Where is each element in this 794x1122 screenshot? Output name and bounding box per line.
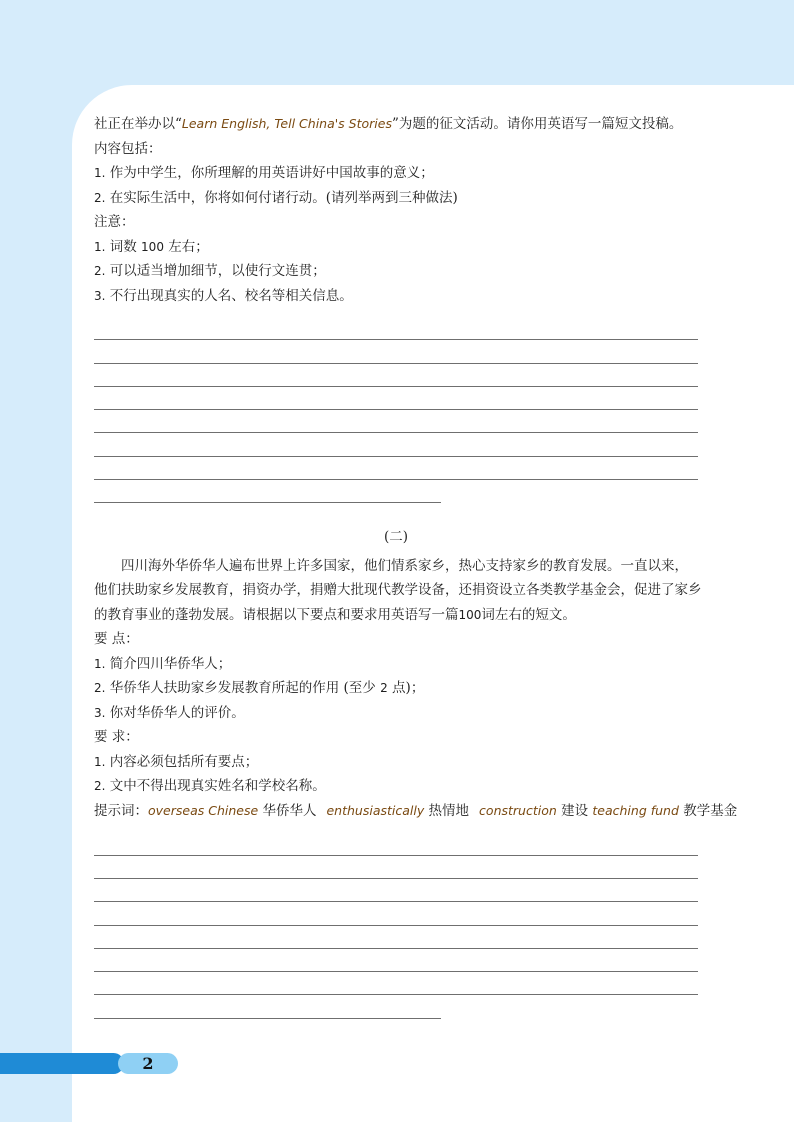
note-item-2	[94, 259, 698, 284]
content-item-1	[94, 161, 698, 186]
item-number: 1.	[94, 239, 106, 254]
hint-english: overseas Chinese	[148, 802, 259, 818]
contents-label: 内容包括：	[94, 140, 162, 157]
writing-line[interactable]	[94, 995, 441, 1018]
para-line-1: 四川海外华侨华人遍布世界上许多国家，他们情系家乡，热心支持家乡的教育发展。一直以来，	[121, 557, 688, 574]
req-item-2	[94, 774, 698, 799]
writing-lines-2[interactable]	[94, 832, 698, 1018]
item-number: 2.	[94, 190, 106, 205]
hint-chinese: 建设	[561, 802, 589, 819]
intro-english-title: Learn English, Tell China's Stories	[181, 116, 392, 131]
point-item-1	[94, 652, 698, 677]
hint-english: teaching fund	[592, 802, 679, 818]
word-count: 100	[458, 607, 482, 622]
writing-line[interactable]	[94, 902, 698, 925]
hint-english: construction	[479, 802, 557, 818]
item-text: 你对华侨华人的评价。	[109, 704, 245, 721]
notes-label: 注意：	[94, 214, 135, 230]
writing-lines-1[interactable]	[94, 317, 698, 503]
writing-line[interactable]	[94, 879, 698, 902]
writing-line[interactable]	[94, 387, 698, 410]
item-text: 内容必须包括所有要点；	[109, 753, 259, 770]
req-item-1	[94, 750, 698, 775]
para-text-post: 词左右的短文。	[481, 606, 576, 623]
item-text-post: 点)；	[392, 680, 425, 697]
footer-accent-bar	[0, 1053, 124, 1074]
writing-line[interactable]	[94, 433, 698, 456]
content-item-2	[94, 186, 698, 211]
hint-chinese: 华侨华人	[262, 802, 317, 819]
writing-line[interactable]	[94, 972, 698, 995]
page-number: 2	[142, 1054, 154, 1073]
hint-chinese: 热情地	[428, 802, 470, 819]
requirements-label: 要 求：	[94, 729, 139, 746]
para-line-2: 他们扶助家乡发展教育，捐资办学，捐赠大批现代教学设备，还捐资设立各类教学基金会，促进了家乡	[94, 582, 702, 599]
writing-line[interactable]	[94, 364, 698, 387]
item-text: 华侨华人扶助家乡发展教育所起的作用 (至少	[109, 680, 376, 697]
hint-words	[94, 799, 738, 824]
points-label: 要 点：	[94, 631, 139, 648]
item-text: 词数	[109, 238, 137, 255]
writing-line[interactable]	[94, 410, 698, 433]
intro-after: ”为题的征文活动。请你用英语写一篇短文投稿。	[391, 116, 683, 132]
item-number: 3.	[94, 288, 106, 303]
point-item-3	[94, 701, 698, 726]
item-text: 不行出现真实的人名、校名等相关信息。	[109, 287, 353, 304]
item-number: 2.	[94, 681, 106, 696]
para-line-3	[94, 603, 698, 628]
writing-line[interactable]	[94, 317, 698, 340]
section-title: (二)	[383, 529, 409, 546]
hint-chinese: 教学基金	[683, 802, 738, 819]
writing-line[interactable]	[94, 340, 698, 363]
item-number: 1.	[94, 754, 106, 769]
item-number: 2.	[94, 779, 106, 794]
writing-line[interactable]	[94, 457, 698, 480]
note-item-1	[94, 235, 698, 260]
item-number: 1.	[94, 166, 106, 180]
point-count: 2	[380, 681, 388, 696]
writing-line[interactable]	[94, 949, 698, 972]
item-text-post: 左右；	[168, 238, 209, 255]
item-text: 简介四川华侨华人；	[109, 655, 232, 672]
writing-line[interactable]	[94, 856, 698, 879]
point-item-2	[94, 676, 698, 701]
intro-line	[94, 112, 698, 137]
intro-before: 社正在举办以“	[94, 116, 182, 132]
hint-english: enthusiastically	[326, 802, 425, 818]
note-item-3	[94, 284, 698, 309]
para-text: 的教育事业的蓬勃发展。请根据以下要点和要求用英语写一篇	[94, 606, 459, 623]
content-area	[94, 112, 738, 1019]
item-text: 可以适当增加细节，以使行文连贯；	[109, 263, 326, 279]
word-count: 100	[141, 239, 164, 254]
writing-line[interactable]	[94, 480, 441, 503]
writing-line[interactable]	[94, 926, 698, 949]
item-text: 作为中学生，你所理解的用英语讲好中国故事的意义；	[109, 165, 434, 181]
item-text: 文中不得出现真实姓名和学校名称。	[109, 778, 326, 795]
item-number: 2.	[94, 264, 106, 278]
hints-label: 提示词：	[94, 802, 148, 819]
item-text: 在实际生活中，你将如何付诸行动。(请列举两到三种做法)	[109, 189, 458, 206]
item-number: 3.	[94, 705, 106, 720]
item-number: 1.	[94, 656, 106, 671]
writing-line[interactable]	[94, 832, 698, 855]
